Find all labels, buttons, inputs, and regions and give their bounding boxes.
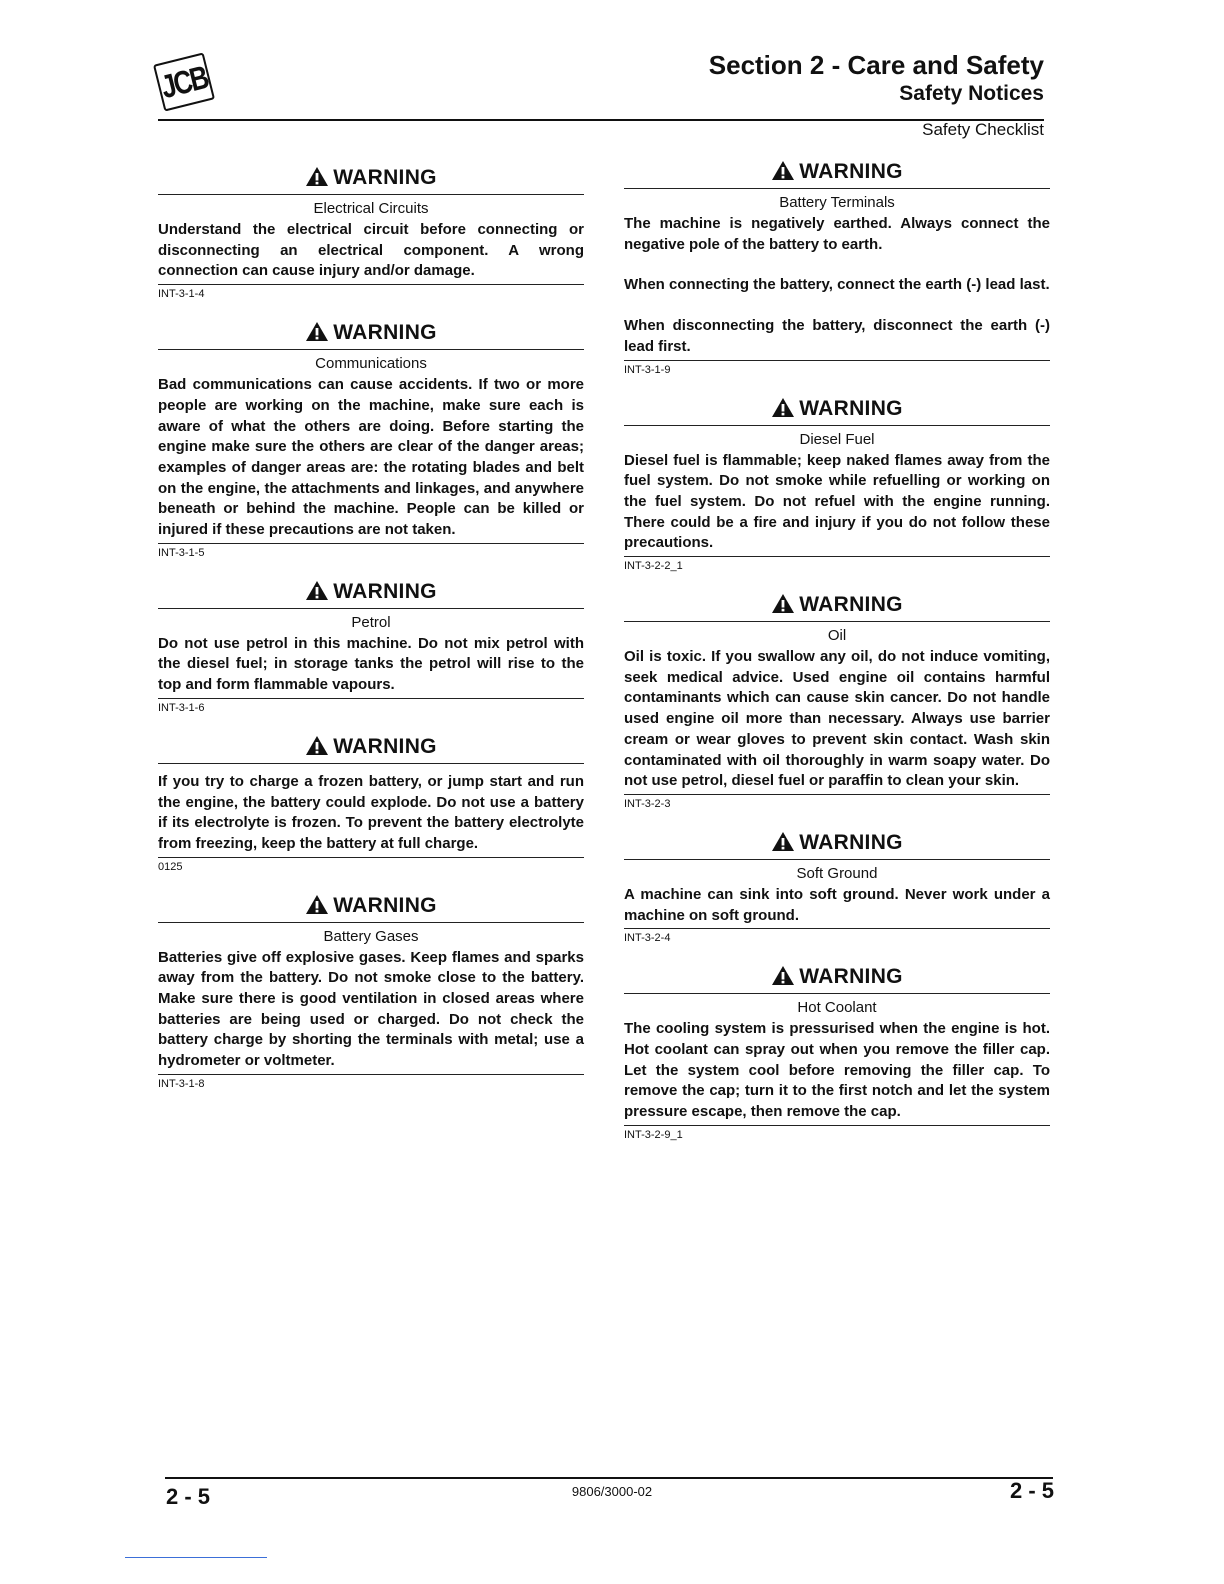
warning-heading: [624, 395, 1050, 423]
page-number-right: 2 - 5: [1009, 1478, 1054, 1503]
warning-body: [158, 220, 584, 282]
warning-bottom-rule: [158, 857, 584, 858]
warning-triangle-icon: [771, 397, 795, 418]
warning-subtitle: Soft Ground: [796, 864, 878, 882]
warning-triangle-icon: [771, 831, 795, 852]
warning-top-rule: [624, 425, 1050, 426]
warning-code: INT-3-1-6: [158, 701, 205, 714]
warning-triangle-icon: [771, 160, 795, 181]
warning-subtitle: Diesel Fuel: [799, 430, 875, 448]
warning-heading-text: WARNING: [333, 166, 437, 189]
warning-paragraph: The machine is negatively earthed. Always connect the negative pole of the battery to earth.: [624, 215, 1050, 253]
warning-top-rule: [624, 188, 1050, 189]
warning-code: INT-3-2-2_1: [624, 560, 683, 573]
warning-code: INT-3-2-3: [624, 797, 671, 810]
warning-bottom-rule: [624, 928, 1050, 929]
warning-subtitle: Hot Coolant: [797, 999, 877, 1017]
section-title: Section 2 - Care and Safety: [708, 50, 1044, 80]
warning-triangle-icon: [305, 580, 329, 601]
warning-body: [624, 451, 1050, 555]
warning-heading: [158, 164, 584, 192]
warning-top-rule: [624, 993, 1050, 994]
warning-body: [158, 634, 584, 696]
warning-bottom-rule: [624, 794, 1050, 795]
warning-heading: [624, 158, 1050, 186]
warning-paragraph: Do not use petrol in this machine. Do not mix petrol with the diesel fuel; in storage tanks the petrol will rise to the top and form flammable vapours.: [158, 634, 584, 694]
warning-heading: [158, 733, 584, 761]
warning-heading-text: WARNING: [799, 965, 903, 989]
warning-bottom-rule: [624, 556, 1050, 557]
warning-heading-text: WARNING: [333, 321, 437, 345]
warning-bottom-rule: [624, 360, 1050, 361]
warning-subtitle: Communications: [315, 355, 427, 373]
topic-title: Safety Checklist: [922, 120, 1044, 139]
warning-body: [158, 772, 584, 855]
warning-heading: [624, 963, 1050, 991]
left-column: [158, 164, 584, 1109]
bottom-link-underline: [125, 1557, 267, 1558]
warning-heading-text: WARNING: [799, 160, 903, 183]
warning-code: INT-3-1-4: [158, 288, 205, 301]
warning-heading: [158, 578, 584, 606]
warning-triangle-icon: [771, 593, 795, 614]
warning-paragraph: A machine can sink into soft ground. Never work under a machine on soft ground.: [624, 885, 1050, 924]
warning-body: [624, 647, 1050, 792]
subsection-title: Safety Notices: [899, 82, 1044, 105]
warning-bottom-rule: [624, 1125, 1050, 1126]
warning-triangle-icon: [305, 894, 329, 915]
warning-triangle-icon: [305, 166, 329, 187]
warning-paragraph: If you try to charge a frozen battery, or jump start and run the engine, the battery could explode. Do not use a battery if its electrolyte is frozen. To prevent the battery electrolyte from freezing, keep the battery at full charge.: [158, 772, 584, 852]
warning-triangle-icon: [771, 965, 795, 986]
warning-bottom-rule: [158, 698, 584, 699]
warning-paragraph: When connecting the battery, connect the earth (-) lead last.: [624, 276, 1050, 294]
page-number-left: 2 - 5: [166, 1484, 211, 1509]
warning-block: [624, 829, 1050, 945]
warning-body: [624, 214, 1050, 358]
warning-top-rule: [158, 349, 584, 350]
footer-rule: [165, 1477, 1053, 1479]
warning-block: [624, 158, 1050, 377]
warning-heading-text: WARNING: [799, 593, 903, 617]
warning-paragraph: Oil is toxic. If you swallow any oil, do not induce vomiting, seek medical advice. Used engine oil contains harmful contaminants which can cause skin cancer. Do not handle used engine oil more than necessary. Always use barrier cream or wear gloves to prevent skin contact. Wash skin contaminated with oil thoroughly in warm soapy water. Do not use petrol, diesel fuel or paraffin to clean your skin.: [624, 648, 1050, 790]
warning-top-rule: [158, 194, 584, 195]
warning-paragraph: Understand the electrical circuit before connecting or disconnecting an electrical component. A wrong connection can cause injury and/or damage.: [158, 221, 584, 280]
warning-top-rule: [624, 859, 1050, 860]
warning-code: INT-3-1-5: [158, 546, 205, 559]
warning-top-rule: [158, 763, 584, 764]
warning-heading-text: WARNING: [333, 579, 437, 603]
warning-triangle-icon: [305, 735, 329, 756]
warning-block: [158, 164, 584, 301]
warning-heading: [158, 319, 584, 347]
warning-body: [624, 1019, 1050, 1123]
warning-heading: [624, 829, 1050, 857]
warning-block: [158, 892, 584, 1091]
warning-subtitle: Petrol: [351, 613, 391, 631]
warning-subtitle: Electrical Circuits: [313, 200, 429, 217]
warning-code: INT-3-1-8: [158, 1077, 205, 1090]
warning-paragraph: When disconnecting the battery, disconnect the earth (-) lead first.: [624, 317, 1050, 355]
warning-triangle-icon: [305, 321, 329, 342]
warning-block: [624, 591, 1050, 811]
warning-subtitle: Battery Terminals: [779, 194, 895, 211]
warning-paragraph: Bad communications can cause accidents. If two or more people are working on the machine, make sure each is aware of what the others are doing. Before starting the engine make sure the others are clear of the danger areas; examples of danger areas are: the rotating blades and belt on the engine, the attachments and linkages, and anywhere beneath or behind the machine. People can be killed or injured if these precautions are not taken.: [158, 376, 584, 539]
document-number: 9806/3000-02: [571, 1484, 653, 1499]
warning-heading: [624, 591, 1050, 619]
warning-subtitle: Battery Gases: [323, 927, 419, 945]
warning-heading-text: WARNING: [799, 396, 903, 420]
warning-block: [624, 963, 1050, 1142]
jcb-logo: [153, 52, 215, 111]
logo-text: JCB: [156, 57, 211, 106]
warning-block: [624, 395, 1050, 574]
warning-heading: [158, 892, 584, 920]
warning-body: [158, 948, 584, 1072]
warning-paragraph: Batteries give off explosive gases. Keep flames and sparks away from the battery. Do not smoke close to the battery. Make sure there is good ventilation in closed areas where batteries are being used or charged. Do not check the battery charge by shorting the terminals with metal; use a hydrometer or voltmeter.: [158, 948, 584, 1070]
warning-block: [158, 319, 584, 560]
warning-heading-text: WARNING: [799, 830, 903, 854]
warning-code: INT-3-2-9_1: [624, 1128, 683, 1141]
warning-body: [158, 375, 584, 541]
warning-top-rule: [624, 621, 1050, 622]
warning-subtitle: Oil: [827, 627, 847, 645]
warning-bottom-rule: [158, 1074, 584, 1075]
warning-top-rule: [158, 922, 584, 923]
warning-paragraph: The cooling system is pressurised when the engine is hot. Hot coolant can spray out when you remove the filler cap. Let the system cool before removing the filler cap. To remove the cap; turn it to the first notch and let the system pressure escape, then remove the cap.: [624, 1020, 1050, 1121]
warning-heading-text: WARNING: [333, 893, 437, 917]
warning-block: [158, 733, 584, 874]
warning-code: INT-3-2-4: [624, 932, 671, 945]
warning-heading-text: WARNING: [333, 734, 437, 758]
warning-body: [624, 885, 1050, 926]
warning-code: 0125: [158, 860, 183, 873]
warning-block: [158, 578, 584, 715]
warning-code: INT-3-1-9: [624, 363, 671, 376]
right-column: [624, 158, 1050, 1160]
warning-paragraph: Diesel fuel is flammable; keep naked flames away from the fuel system. Do not smoke while refuelling or working on the fuel system. Do not refuel with the engine running. There could be a fire and injury if you do not follow these precautions.: [624, 451, 1050, 552]
warning-bottom-rule: [158, 543, 584, 544]
warning-top-rule: [158, 608, 584, 609]
header-rule: [158, 119, 1044, 121]
warning-bottom-rule: [158, 284, 584, 285]
